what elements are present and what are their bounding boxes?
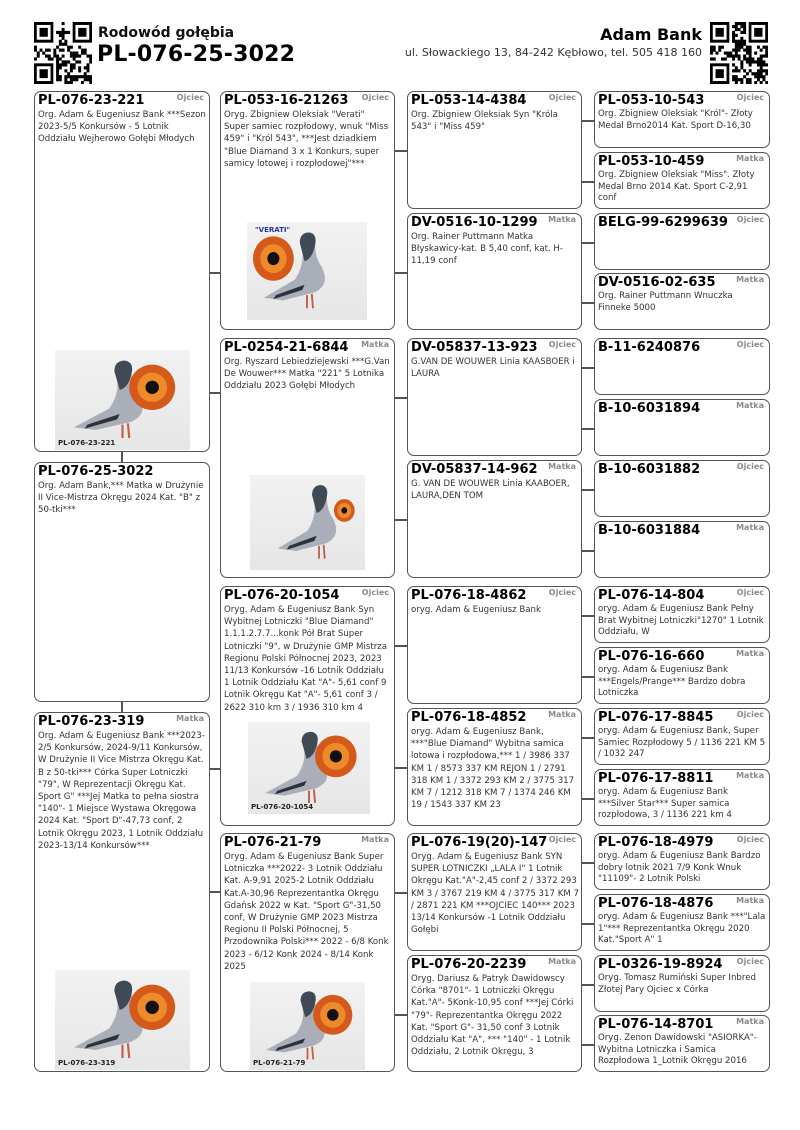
pedigree-card xyxy=(594,152,770,209)
pigeon-description: Oryg. Adam & Eugeniusz Bank Syn Wybitnej Lotniczki "Blue Diamand" 1.1.1.2.7.7...konk Pół Brat Super Lotniczki "9", w Drużynie GMP Mistrza Regionu Polski Północnej 2023, 2023 11/13 Konkursów -16 Lotnik Oddziału 1 Lotnik Oddziału Kat "A"- 5,61 conf 9 Lotnik Okręgu Kat "A"- 5,61 conf 3 / 2622 310 km 3 / 1936 310 km 4 xyxy=(224,605,388,713)
pedigree-card xyxy=(594,955,770,1012)
pigeon-description: Org. Rainer Puttmann Matka Błyskawicy-kat. B 5,40 conf, kat. H-11,19 conf xyxy=(411,232,563,267)
pigeon-description: Oryg. Zbigniew Oleksiak "Verati" Super samiec rozpłodowy, wnuk "Miss 459" i "Król 543", ***Jest dziadkiem "Blue Diamand 3 x 1 Konkurs, super samicy lotowej i rozpłodowej"*** xyxy=(224,110,389,169)
connector-line xyxy=(582,367,594,369)
pedigree-card xyxy=(594,521,770,578)
pigeon-description: G.VAN DE WOUWER Linia KAASBOER i LAURA xyxy=(411,357,575,380)
parent-role-label: Matka xyxy=(736,523,764,532)
connector-line xyxy=(582,120,594,122)
owner-address: ul. Słowackiego 13, 84-242 Kębłowo, tel. 505 418 160 xyxy=(404,46,702,59)
ring-number: DV-0516-10-1299 xyxy=(411,215,538,230)
parent-role-label: Ojciec xyxy=(176,93,204,102)
pigeon-photo xyxy=(250,982,365,1070)
connector-line xyxy=(395,150,407,152)
connector-line xyxy=(395,892,407,894)
connector-line xyxy=(582,984,594,986)
pigeon-photo xyxy=(55,970,190,1070)
owner-name: Adam Bank xyxy=(600,25,702,44)
pigeon-description: Org. Zbigniew Oleksiak Syn "Króla 543" i "Miss 459" xyxy=(411,110,558,133)
connector-line xyxy=(210,768,220,770)
connector-line xyxy=(582,798,594,800)
parent-role-label: Matka xyxy=(736,154,764,163)
connector-line xyxy=(210,392,220,394)
pedigree-card xyxy=(594,894,770,951)
connector-line xyxy=(582,737,594,739)
ring-number: PL-076-18-4979 xyxy=(598,835,714,850)
pigeon-photo xyxy=(248,722,370,814)
parent-role-label: Ojciec xyxy=(736,835,764,844)
connector-line xyxy=(582,489,594,491)
ring-number: PL-076-17-8845 xyxy=(598,710,714,725)
parent-role-label: Ojciec xyxy=(736,93,764,102)
connector-line xyxy=(121,452,123,462)
parent-role-label: Ojciec xyxy=(548,835,576,844)
subject-pigeon-card xyxy=(34,462,210,702)
connector-line xyxy=(582,1044,594,1046)
parent-role-label: Matka xyxy=(736,1017,764,1026)
parent-role-label: Ojciec xyxy=(736,340,764,349)
pedigree-card xyxy=(594,647,770,704)
parent-role-label: Ojciec xyxy=(736,215,764,224)
pedigree-card xyxy=(407,338,582,456)
ring-number: B-11-6240876 xyxy=(598,340,701,355)
connector-line xyxy=(582,242,594,244)
ring-number: PL-076-20-2239 xyxy=(411,957,527,972)
pigeon-description: Org. Zbigniew Oleksiak "Miss". Złoty Medal Brno 2014 Kat. Sport C-2,91 conf xyxy=(598,170,755,204)
ring-number: PL-076-19(20)-147 xyxy=(411,835,548,850)
pedigree-card xyxy=(594,399,770,456)
qr-code-left xyxy=(34,22,92,84)
pigeon-description: oryg. Adam & Eugeniusz Bank Pełny Brat Wybitnej Lotniczki"1270" 1 Lotnik Oddziału, W xyxy=(598,604,764,638)
parent-role-label: Matka xyxy=(548,462,576,471)
pedigree-card xyxy=(594,91,770,148)
connector-line xyxy=(582,923,594,925)
connector-line xyxy=(395,767,407,769)
parent-role-label: Matka xyxy=(361,835,389,844)
ring-number: DV-05837-14-962 xyxy=(411,462,538,477)
pedigree-card xyxy=(407,91,582,209)
connector-line xyxy=(395,519,407,521)
connector-line xyxy=(395,645,407,647)
pigeon-description: oryg. Adam & Eugeniusz Bank Bardzo dobry lotnik 2021 7/9 Konk Wnuk "11109"- 2 Lotnik Polski xyxy=(598,851,761,885)
ring-number: PL-076-23-319 xyxy=(38,714,145,729)
ring-number: PL-076-14-8701 xyxy=(598,1017,714,1032)
ring-number: B-10-6031884 xyxy=(598,523,701,538)
pigeon-description: oryg. Adam & Eugeniusz Bank xyxy=(411,605,541,615)
connector-line xyxy=(582,862,594,864)
photo-caption: PL-076-23-221 xyxy=(58,439,116,447)
ring-number: PL-053-16-21263 xyxy=(224,93,349,108)
ring-number: PL-076-21-79 xyxy=(224,835,322,850)
parent-role-label: Matka xyxy=(548,215,576,224)
connector-line xyxy=(582,428,594,430)
pedigree-card xyxy=(407,833,582,951)
ring-number: PL-076-18-4852 xyxy=(411,710,527,725)
parent-role-label: Ojciec xyxy=(548,93,576,102)
ring-number: PL-076-18-4862 xyxy=(411,588,527,603)
pedigree-card xyxy=(594,273,770,330)
pigeon-photo xyxy=(247,222,367,320)
pigeon-description: Org. Adam & Eugeniusz Bank ***2023-2/5 Konkursów, 2024-9/11 Konkursów, W Drużynie II Vice Mistrza Okręgu Kat. B z 50-tki*** Córka Super Lotniczki "79", W Reprezentacji Okręgu Kat. Sport G" ***Jej Matka to pełna siostra "140"- 1 Miejsce Wystawa Okręgowa 2024 Kat. "Sport D"-47,73 conf, 2 Lotnik Okręgu 2023, 1 Lotnik Oddziału 2023-13/14 Konkursów*** xyxy=(38,731,205,851)
ring-number: PL-0254-21-6844 xyxy=(224,340,349,355)
connector-line xyxy=(210,891,220,893)
ring-number: PL-076-18-4876 xyxy=(598,896,714,911)
pedigree-card xyxy=(407,586,582,704)
pedigree-card xyxy=(594,586,770,643)
connector-line xyxy=(582,676,594,678)
ring-number: PL-053-10-543 xyxy=(598,93,705,108)
pigeon-description: Oryg. Adam & Eugeniusz Bank Super Lotniczka ***2022- 3 Lotnik Oddziału Kat. A-9,91 2025-2 Lotnik Oddziału Kat.A-30,96 Reprezentantka Okręgu Gdańsk 2022 w Kat. "Sport G"-31,50 conf, W Drużynie GMP 2023 Mistrza Regionu II Polski Północnej, 5 Przodownika Polski*** 2022 - 6/8 Konk 2023 - 6/12 Konk 2024 - 8/14 Konk 2025 xyxy=(224,852,389,972)
photo-caption: PL-076-23-319 xyxy=(58,1059,116,1067)
pigeon-description: Oryg. Tomasz Rumiński Super Inbred Złotej Pary Ojciec x Córka xyxy=(598,973,756,995)
ring-number: B-10-6031882 xyxy=(598,462,701,477)
pigeon-description: Org. Adam & Eugeniusz Bank ***Sezon 2023-5/5 Konkursów - 5 Lotnik Oddziału Wejherowo Gołębi Młodych xyxy=(38,110,206,145)
pigeon-photo xyxy=(55,350,190,450)
ring-number: PL-053-14-4384 xyxy=(411,93,527,108)
connector-line xyxy=(395,272,407,274)
pigeon-description: Oryg. Adam & Eugeniusz Bank SYN SUPER LOTNICZKI „LALA I" 1 Lotnik Okręgu Kat."A"-2,45 conf 2 / 3372 293 KM 3 / 3767 219 KM 4 / 3775 317 KM 7 / 2871 221 KM ***OJCIEC 140*** 2023 13/14 Konkursów -1 Lotnik Oddziału Gołębi xyxy=(411,852,579,936)
connector-line xyxy=(582,550,594,552)
parent-role-label: Matka xyxy=(176,714,204,723)
parent-role-label: Ojciec xyxy=(548,588,576,597)
ring-number: B-10-6031894 xyxy=(598,401,701,416)
pedigree-card xyxy=(594,769,770,826)
parent-role-label: Ojciec xyxy=(548,340,576,349)
parent-role-label: Matka xyxy=(361,340,389,349)
photo-caption: "VERATI" xyxy=(255,226,291,234)
ring-number: PL-076-16-660 xyxy=(598,649,705,664)
page-title: PL-076-25-3022 xyxy=(97,42,296,67)
parent-role-label: Matka xyxy=(548,957,576,966)
pigeon-description: G. VAN DE WOUWER Linia KAABOER, LAURA,DEN TOM xyxy=(411,479,570,502)
pigeon-description: Oryg. Dariusz & Patryk Dawidowscy Córka "8701"- 1 Lotniczki Okręgu Kat."A"- 5Konk-10,95 conf ***Jej Córki "79"- Reprezentantka Okręgu 2022 Kat. "Sport G"- 31,50 conf 3 Lotnik Oddziału Kat "A", *** "140" - 1 Lotnik Oddziału, 2 Lotnik Okręgu, 3 xyxy=(411,974,574,1058)
pigeon-description: Org. Ryszard Lebiedziejewski ***G.Van De Wouwer*** Matka "221" 5 Lotnika Oddziału 2023 Gołębi Młodych xyxy=(224,357,390,392)
pedigree-card xyxy=(594,213,770,270)
ring-number: PL-076-14-804 xyxy=(598,588,705,603)
ring-number: BELG-99-6299639 xyxy=(598,215,728,230)
pedigree-card xyxy=(594,833,770,890)
ring-number: PL-076-25-3022 xyxy=(38,464,154,479)
connector-line xyxy=(582,615,594,617)
pigeon-photo xyxy=(250,475,365,570)
connector-line xyxy=(582,181,594,183)
pigeon-description: oryg. Adam & Eugeniusz Bank, ***"Blue Diamand" Wybitna samica lotowa i rozpłodowa,*** 1 / 3986 337 KM 1 / 8573 337 KM REJON 1 / 2791 318 KM 1 / 3372 293 KM 2 / 3775 317 KM 7 / 1212 318 KM 7 / 1374 246 KM 19 / 1543 337 KM 23 xyxy=(411,727,575,811)
ring-number: DV-05837-13-923 xyxy=(411,340,538,355)
parent-role-label: Matka xyxy=(736,771,764,780)
connector-line xyxy=(395,397,407,399)
parent-role-label: Matka xyxy=(736,401,764,410)
ring-number: PL-076-20-1054 xyxy=(224,588,340,603)
parent-role-label: Ojciec xyxy=(736,957,764,966)
ring-number: DV-0516-02-635 xyxy=(598,275,716,290)
pigeon-description: oryg. Adam & Eugeniusz Bank ***Engels/Prange*** Bardzo dobra Lotniczka xyxy=(598,665,746,699)
pigeon-description: Org. Rainer Puttmann Wnuczka Finneke 5000 xyxy=(598,291,733,313)
ring-number: PL-0326-19-8924 xyxy=(598,957,723,972)
pigeon-description: oryg. Adam & Eugeniusz Bank, Super Samiec Rozpłodowy 5 / 1136 221 KM 5 / 1032 247 xyxy=(598,726,766,760)
pedigree-card xyxy=(407,708,582,826)
connector-line xyxy=(395,1014,407,1016)
ring-number: PL-053-10-459 xyxy=(598,154,705,169)
connector-line xyxy=(582,302,594,304)
parent-role-label: Ojciec xyxy=(736,462,764,471)
connector-line xyxy=(210,272,220,274)
parent-role-label: Matka xyxy=(548,710,576,719)
parent-role-label: Matka xyxy=(736,649,764,658)
pigeon-description: Org. Adam Bank,*** Matka w Drużynie II Vice-Mistrza Okręgu 2024 Kat. "B" z 50-tki*** xyxy=(38,481,204,516)
parent-role-label: Matka xyxy=(736,275,764,284)
connector-line xyxy=(121,702,123,712)
document-label: Rodowód gołębia xyxy=(98,25,235,41)
parent-role-label: Ojciec xyxy=(736,710,764,719)
parent-role-label: Ojciec xyxy=(736,588,764,597)
parent-role-label: Ojciec xyxy=(361,588,389,597)
ring-number: PL-076-17-8811 xyxy=(598,771,714,786)
ring-number: PL-076-23-221 xyxy=(38,93,145,108)
pedigree-card xyxy=(594,1015,770,1072)
qr-code-right xyxy=(710,22,768,84)
pedigree-card xyxy=(407,955,582,1072)
pigeon-description: Org. Zbigniew Oleksiak "Król"- Złoty Medal Brno2014 Kat. Sport D-16,30 xyxy=(598,109,753,131)
parent-role-label: Matka xyxy=(736,896,764,905)
pedigree-card xyxy=(594,338,770,395)
pedigree-card xyxy=(407,213,582,330)
pedigree-card xyxy=(407,460,582,578)
photo-caption: PL-076-21-79 xyxy=(253,1059,306,1067)
pigeon-description: oryg. Adam & Eugeniusz Bank ***Silver Star*** Super samica rozpłodowa, 3 / 1136 221 km 4 xyxy=(598,787,732,821)
pedigree-card xyxy=(594,460,770,517)
parent-role-label: Ojciec xyxy=(361,93,389,102)
pigeon-description: Oryg. Zenon Dawidowski "ASIORKA"- Wybitna Lotniczka i Samica Rozpłodowa 1_Lotnik Okręgu 2016 xyxy=(598,1033,757,1067)
pedigree-card xyxy=(594,708,770,765)
photo-caption: PL-076-20-1054 xyxy=(251,803,314,811)
pigeon-description: oryg. Adam & Eugeniusz Bank ***"Lala 1"*** Reprezentantka Okręgu 2020 Kat."Sport A" 1 xyxy=(598,912,766,946)
